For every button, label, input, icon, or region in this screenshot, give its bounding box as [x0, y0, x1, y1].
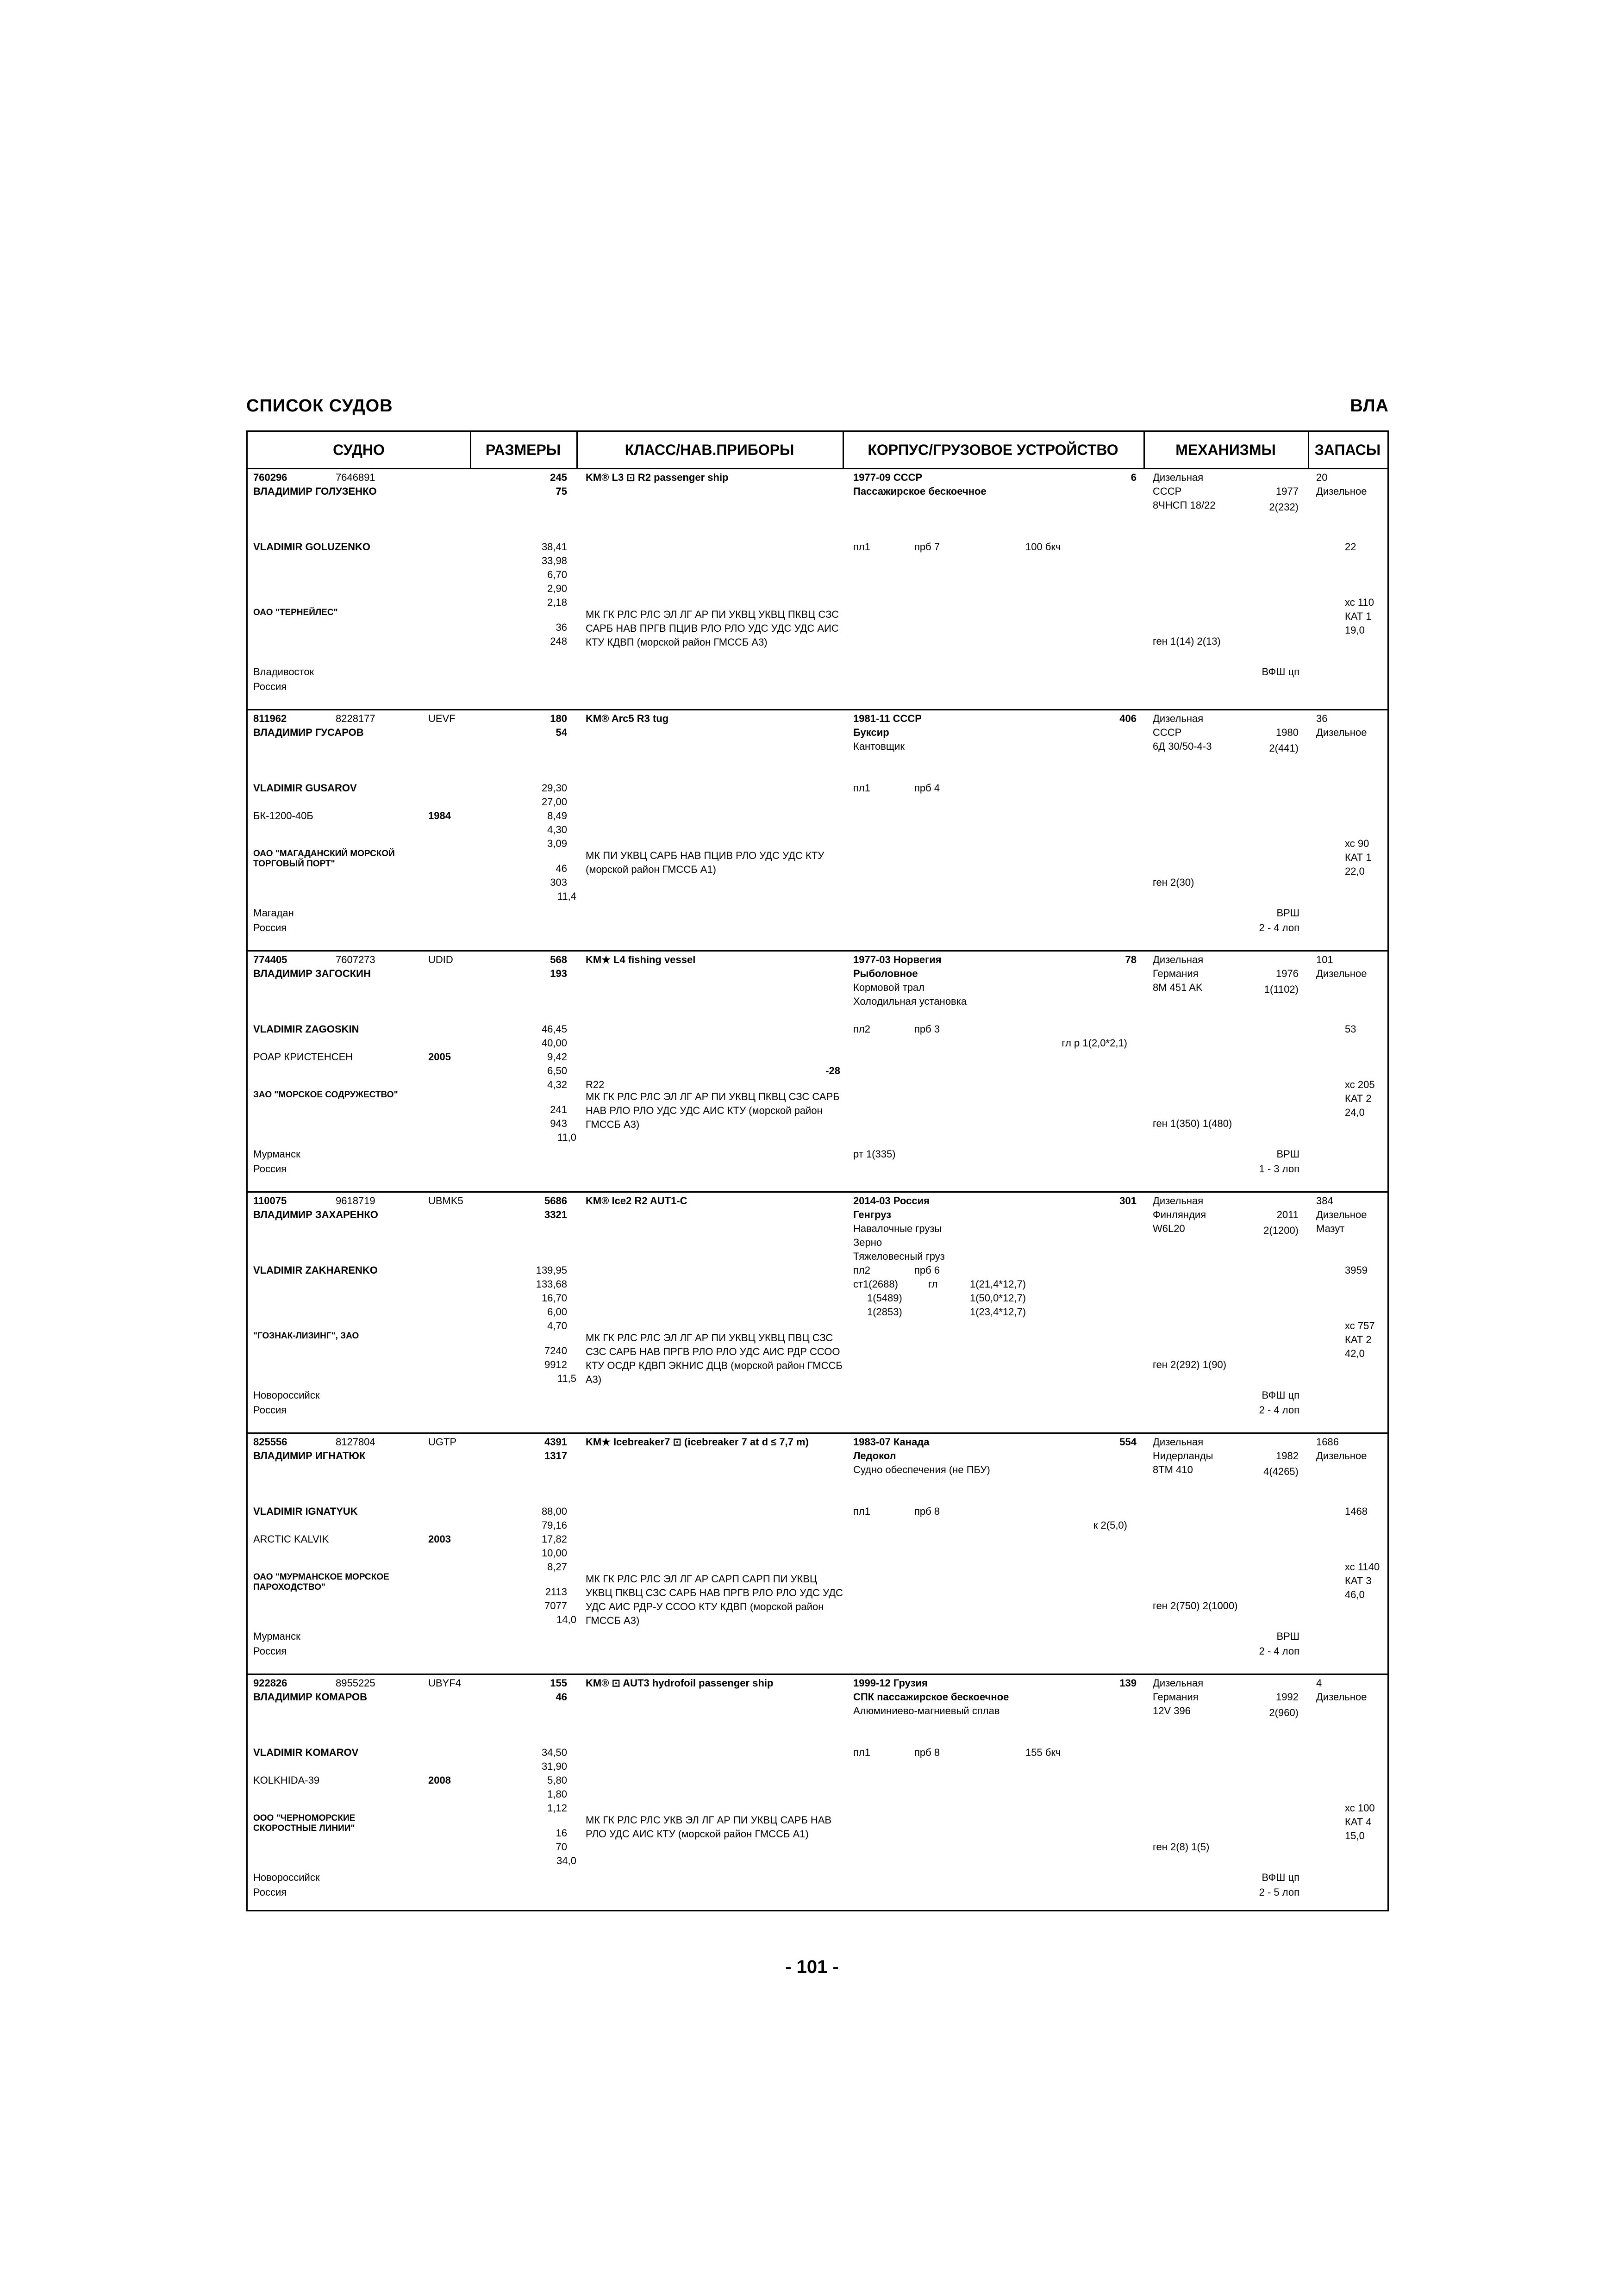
vessel-type: Рыболовное [853, 968, 918, 979]
displacement: 7077 [544, 1600, 567, 1612]
gross-tonnage: 3321 [544, 1209, 567, 1220]
crew-capacity: хс 90 [1345, 838, 1369, 849]
draught: 2,18 [547, 597, 567, 608]
gross-tonnage: 1317 [544, 1450, 567, 1462]
engine-power: 2(960) [1269, 1707, 1299, 1718]
bulkheads: прб 8 [914, 1747, 940, 1758]
class-extra: R22 [586, 1079, 605, 1090]
hull-number: 406 [1119, 713, 1137, 724]
record-divider [248, 1191, 1387, 1193]
category: КАТ 2 [1345, 1334, 1372, 1345]
propeller-blades: 1 - 3 лоп [1259, 1163, 1299, 1175]
build-date-country: 1981-11 СССР [853, 713, 922, 724]
generators: ген 2(30) [1153, 877, 1194, 888]
engine-year: 1982 [1276, 1450, 1299, 1462]
vessel-subtype: Алюминиево-магниевый сплав [853, 1705, 1000, 1717]
cargo-gear: гл р 1(2,0*2,1) [1062, 1037, 1127, 1049]
ship-name-en: VLADIMIR ZAGOSKIN [253, 1023, 359, 1035]
draught: 1,12 [547, 1802, 567, 1814]
crew-capacity: хс 757 [1345, 1320, 1375, 1332]
speed: 14,0 [556, 1614, 576, 1625]
depth: 4,30 [547, 824, 567, 835]
fuel-quantity: 36 [1316, 713, 1328, 724]
ship-name-en: VLADIMIR GOLUZENKO [253, 541, 370, 553]
build-date-country: 1977-09 СССР [853, 472, 923, 483]
home-port: Владивосток [253, 666, 314, 678]
autonomy: 46,0 [1345, 1589, 1365, 1600]
register-number: 922826 [253, 1677, 287, 1689]
propeller-blades: 2 - 4 лоп [1259, 1404, 1299, 1416]
bulkheads: прб 7 [914, 541, 940, 553]
vessel-subtype: Навалочные грузы [853, 1223, 942, 1234]
decks: пл1 [853, 541, 870, 553]
nav-equipment: МК ГК РЛС РЛС ЭЛ ЛГ АР ПИ УКВЦ УКВЦ ПКВЦ СЗС САРБ НАВ ПРГВ ПЦИВ РЛО РЛО УДС УДС УДС АИС КТУ КДВП (морской район ГМССБ А3) [586, 609, 839, 648]
capacity: 100 бкч [1025, 541, 1061, 553]
category: КАТ 3 [1345, 1575, 1372, 1587]
ice-temperature: -28 [825, 1065, 840, 1076]
ship-name-ru: ВЛАДИМИР ЗАГОСКИН [253, 968, 371, 979]
record-divider [248, 950, 1387, 952]
fuel-type: Дизельное [1316, 727, 1367, 738]
breadth: 5,80 [547, 1774, 567, 1786]
deadweight: 155 [550, 1677, 567, 1689]
engine-year: 1980 [1276, 727, 1299, 738]
hull-number: 301 [1119, 1195, 1137, 1207]
length-pp: 27,00 [541, 796, 567, 808]
vessel-subtype-2: Зерно [853, 1237, 882, 1248]
capacity: 155 бкч [1025, 1747, 1061, 1758]
ship-record [248, 1194, 1387, 1435]
column-header-stores: ЗАПАСЫ [1314, 442, 1381, 458]
hull-number: 139 [1119, 1677, 1137, 1689]
engine-year: 1992 [1276, 1691, 1299, 1703]
deadweight: 5686 [544, 1195, 567, 1207]
ship-name-en: VLADIMIR GUSAROV [253, 782, 357, 794]
ship-register-table [246, 430, 1389, 1911]
ship-owner: ОАО "ТЕРНЕЙЛЕС" [253, 608, 338, 617]
record-divider [248, 1674, 1387, 1675]
draught: 4,32 [547, 1079, 567, 1090]
imo-number: 9618719 [336, 1195, 375, 1207]
vessel-type: Генгруз [853, 1209, 892, 1220]
ship-name-en: VLADIMIR IGNATYUK [253, 1506, 358, 1517]
register-number: 760296 [253, 472, 287, 483]
fuel-type: Дизельное [1316, 1450, 1367, 1462]
breadth: 16,70 [541, 1292, 567, 1304]
propeller: ВРШ [1276, 1630, 1299, 1642]
fuel-quantity: 20 [1316, 472, 1328, 483]
fuel-type: Дизельное [1316, 1691, 1367, 1703]
column-divider [576, 432, 578, 468]
breadth: 6,70 [547, 569, 567, 580]
ship-record [248, 953, 1387, 1194]
column-header-dimensions: РАЗМЕРЫ [485, 442, 561, 458]
header-divider [248, 468, 1387, 469]
net-tonnage: 46 [556, 863, 567, 874]
ship-name-ru: ВЛАДИМИР КОМАРОВ [253, 1691, 368, 1703]
former-name: KOLKHIDA-39 [253, 1774, 320, 1786]
propeller: ВФШ цп [1262, 1389, 1299, 1401]
class-notation: KM® ⊡ AUT3 hydrofoil passenger ship [586, 1677, 774, 1689]
class-notation: KM® L3 ⊡ R2 passenger ship [586, 472, 729, 483]
propeller: ВФШ цп [1262, 1872, 1299, 1883]
column-divider [470, 432, 471, 468]
propeller: ВФШ цп [1262, 666, 1299, 678]
propeller: ВРШ [1276, 907, 1299, 919]
depth: 1,80 [547, 1788, 567, 1800]
class-notation: KM® Arc5 R3 tug [586, 713, 669, 724]
hatch-size: 1(21,4*12,7) [970, 1278, 1026, 1290]
engine-power: 4(4265) [1263, 1466, 1299, 1477]
home-port: Мурманск [253, 1148, 300, 1160]
column-header-class: КЛАСС/НАВ.ПРИБОРЫ [625, 442, 794, 458]
vessel-type: СПК пассажирское бескоечное [853, 1691, 1009, 1703]
crew-capacity: хс 100 [1345, 1802, 1375, 1814]
call-sign: UEVF [428, 713, 456, 724]
ship-owner: ООО "ЧЕРНОМОРСКИЕ СКОРОСТНЫЕ ЛИНИИ" [253, 1813, 356, 1833]
depth: 10,00 [541, 1547, 567, 1559]
fuel-type: Дизельное [1316, 1209, 1367, 1220]
flag-country: Россия [253, 1404, 287, 1416]
fuel-type: Дизельное [1316, 485, 1367, 497]
category: КАТ 1 [1345, 852, 1372, 863]
length-overall: 139,95 [536, 1264, 567, 1276]
deadweight: 180 [550, 713, 567, 724]
build-date-country: 1977-03 Норвегия [853, 954, 942, 965]
column-divider [1308, 432, 1309, 468]
hold-capacity: 1(5489) [867, 1292, 902, 1304]
length-overall: 88,00 [541, 1506, 567, 1517]
home-port: Мурманск [253, 1630, 300, 1642]
cargo-gear: к 2(5,0) [1093, 1519, 1127, 1531]
displacement: 943 [550, 1118, 567, 1129]
displacement: 70 [556, 1841, 567, 1853]
vessel-subtype: Кантовщик [853, 740, 905, 752]
refrigeration: рт 1(335) [853, 1148, 896, 1160]
bulkheads: прб 6 [914, 1264, 940, 1276]
fuel-quantity: 384 [1316, 1195, 1333, 1207]
crew-capacity: хс 110 [1345, 597, 1374, 608]
generators: ген 1(14) 2(13) [1153, 635, 1221, 647]
breadth: 8,49 [547, 810, 567, 821]
engine-country: Германия [1153, 968, 1199, 979]
engine-model: 8TM 410 [1153, 1464, 1193, 1475]
former-name-year: 2005 [428, 1051, 451, 1063]
ship-owner: "ГОЗНАК-ЛИЗИНГ", ЗАО [253, 1331, 359, 1341]
former-name-year: 2008 [428, 1774, 451, 1786]
depth: 6,00 [547, 1306, 567, 1318]
generators: ген 2(292) 1(90) [1153, 1359, 1227, 1370]
breadth: 9,42 [547, 1051, 567, 1063]
imo-number: 8955225 [336, 1677, 375, 1689]
former-name: ARCTIC KALVIK [253, 1533, 329, 1545]
displacement: 303 [550, 877, 567, 888]
autonomy: 22,0 [1345, 865, 1365, 877]
fresh-water: 22 [1345, 541, 1356, 553]
ship-name-ru: ВЛАДИМИР ГУСАРОВ [253, 727, 364, 738]
ship-record [248, 1676, 1387, 1917]
bulkheads: прб 3 [914, 1023, 940, 1035]
hold-capacity: 1(2853) [867, 1306, 902, 1318]
net-tonnage: 36 [556, 622, 567, 633]
engine-type: Дизельная [1153, 1677, 1204, 1689]
engine-type: Дизельная [1153, 713, 1204, 724]
draught: 3,09 [547, 838, 567, 849]
length-pp: 31,90 [541, 1761, 567, 1772]
crew-capacity: хс 1140 [1345, 1561, 1380, 1573]
flag-country: Россия [253, 1163, 287, 1175]
engine-power: 2(232) [1269, 501, 1299, 513]
register-number: 774405 [253, 954, 287, 965]
gross-tonnage: 75 [556, 485, 567, 497]
vessel-type: Ледокол [853, 1450, 896, 1462]
category: КАТ 2 [1345, 1093, 1372, 1104]
flag-country: Россия [253, 922, 287, 933]
page-header-section: ВЛА [1350, 396, 1389, 416]
net-tonnage: 7240 [544, 1345, 567, 1356]
bulkheads: прб 8 [914, 1506, 940, 1517]
engine-power: 1(1102) [1264, 983, 1299, 995]
category: КАТ 1 [1345, 610, 1372, 622]
former-name: РОАР КРИСТЕНСЕН [253, 1051, 353, 1063]
column-divider [843, 432, 844, 468]
length-pp: 40,00 [541, 1037, 567, 1049]
vessel-subtype: Судно обеспечения (не ПБУ) [853, 1464, 990, 1475]
engine-country: Германия [1153, 1691, 1199, 1703]
decks: пл1 [853, 782, 870, 794]
ship-record [248, 712, 1387, 953]
vessel-subtype-2: Холодильная установка [853, 996, 967, 1007]
ship-owner: ЗАО "МОРСКОЕ СОДРУЖЕСТВО" [253, 1090, 398, 1100]
engine-model: 8ЧНСП 18/22 [1153, 499, 1216, 511]
imo-number: 7646891 [336, 472, 375, 483]
hold-capacity: ст1(2688) [853, 1278, 898, 1290]
record-divider [248, 1432, 1387, 1434]
autonomy: 15,0 [1345, 1830, 1365, 1842]
engine-country: Нидерланды [1153, 1450, 1213, 1462]
ship-name-ru: ВЛАДИМИР ИГНАТЮК [253, 1450, 366, 1462]
page-header-title: СПИСОК СУДОВ [246, 396, 393, 416]
propeller-blades: 2 - 4 лоп [1259, 922, 1299, 933]
former-name-year: 1984 [428, 810, 451, 821]
ship-name-en: VLADIMIR KOMAROV [253, 1747, 359, 1758]
ship-name-ru: ВЛАДИМИР ГОЛУЗЕНКО [253, 485, 377, 497]
class-notation: KM★ Icebreaker7 ⊡ (icebreaker 7 at d ≤ 7,7 m) [586, 1436, 809, 1448]
ship-record [248, 1435, 1387, 1676]
register-number: 110075 [253, 1195, 287, 1207]
engine-model: 12V 396 [1153, 1705, 1191, 1717]
record-divider [248, 709, 1387, 710]
fuel-quantity: 1686 [1316, 1436, 1339, 1448]
speed: 11,4 [557, 890, 576, 902]
ship-owner: ОАО "МУРМАНСКОЕ МОРСКОЕ ПАРОХОДСТВО" [253, 1572, 389, 1592]
engine-model: 8M 451 AK [1153, 982, 1203, 993]
engine-model: W6L20 [1153, 1223, 1185, 1234]
displacement: 248 [550, 635, 567, 647]
propeller-blades: 2 - 5 лоп [1259, 1886, 1299, 1898]
column-header-engines: МЕХАНИЗМЫ [1175, 442, 1276, 458]
decks: пл2 [853, 1023, 870, 1035]
engine-year: 1977 [1276, 485, 1299, 497]
length-pp: 133,68 [536, 1278, 567, 1290]
propeller: ВРШ [1276, 1148, 1299, 1160]
vessel-type: Буксир [853, 727, 889, 738]
flag-country: Россия [253, 1886, 287, 1898]
engine-model: 6Д 30/50-4-3 [1153, 740, 1212, 752]
register-number: 811962 [253, 713, 287, 724]
length-overall: 34,50 [541, 1747, 567, 1758]
speed: 11,5 [557, 1373, 576, 1384]
displacement: 9912 [544, 1359, 567, 1370]
nav-equipment: МК ГК РЛС РЛС УКВ ЭЛ ЛГ АР ПИ УКВЦ САРБ НАВ РЛО УДС АИС КТУ (морской район ГМССБ А1) [586, 1814, 832, 1840]
imo-number: 8127804 [336, 1436, 375, 1448]
home-port: Магадан [253, 907, 294, 919]
engine-country: Финляндия [1153, 1209, 1206, 1220]
fuel-type: Дизельное [1316, 968, 1367, 979]
page-number: - 101 - [785, 1957, 839, 1977]
speed: 11,0 [557, 1132, 576, 1143]
build-date-country: 1999-12 Грузия [853, 1677, 928, 1689]
ship-name-ru: ВЛАДИМИР ЗАХАРЕНКО [253, 1209, 378, 1220]
engine-type: Дизельная [1153, 1436, 1204, 1448]
engine-type: Дизельная [1153, 1195, 1204, 1207]
fuel-type-2: Мазут [1316, 1223, 1345, 1234]
decks: пл1 [853, 1747, 870, 1758]
fresh-water: 3959 [1345, 1264, 1368, 1276]
flag-country: Россия [253, 681, 287, 692]
engine-year: 1976 [1276, 968, 1299, 979]
generators: ген 2(750) 2(1000) [1153, 1600, 1238, 1612]
gross-tonnage: 46 [556, 1691, 567, 1703]
column-divider [1143, 432, 1145, 468]
engine-country: СССР [1153, 485, 1182, 497]
column-header-hull: КОРПУС/ГРУЗОВОЕ УСТРОЙСТВО [868, 442, 1118, 458]
ship-name-en: VLADIMIR ZAKHARENKO [253, 1264, 378, 1276]
autonomy: 24,0 [1345, 1107, 1365, 1118]
column-header-vessel: СУДНО [333, 442, 385, 458]
fuel-quantity: 4 [1316, 1677, 1322, 1689]
call-sign: UBYF4 [428, 1677, 461, 1689]
hatch-size: 1(23,4*12,7) [970, 1306, 1026, 1318]
draught: 8,27 [547, 1561, 567, 1573]
generators: ген 2(8) 1(5) [1153, 1841, 1210, 1853]
hull-number: 554 [1119, 1436, 1137, 1448]
home-port: Новороссийск [253, 1872, 320, 1883]
crew-capacity: хс 205 [1345, 1079, 1375, 1090]
deadweight: 568 [550, 954, 567, 965]
deadweight: 245 [550, 472, 567, 483]
nav-equipment: МК ПИ УКВЦ САРБ НАВ ПЦИВ РЛО УДС УДС КТУ (морской район ГМССБ А1) [586, 850, 824, 875]
ship-record [248, 471, 1387, 712]
net-tonnage: 241 [550, 1104, 567, 1115]
generators: ген 1(350) 1(480) [1153, 1118, 1232, 1129]
call-sign: UDID [428, 954, 453, 965]
hull-number: 6 [1131, 472, 1137, 483]
speed: 34,0 [556, 1855, 576, 1867]
autonomy: 42,0 [1345, 1348, 1365, 1359]
fuel-quantity: 101 [1316, 954, 1333, 965]
gross-tonnage: 54 [556, 727, 567, 738]
vessel-subtype: Кормовой трал [853, 982, 925, 993]
length-overall: 46,45 [541, 1023, 567, 1035]
class-notation: KM★ L4 fishing vessel [586, 954, 696, 965]
fresh-water: 53 [1345, 1023, 1356, 1035]
flag-country: Россия [253, 1645, 287, 1657]
class-notation: KM® Ice2 R2 AUT1-C [586, 1195, 687, 1207]
category: КАТ 4 [1345, 1816, 1372, 1828]
build-date-country: 2014-03 Россия [853, 1195, 930, 1207]
net-tonnage: 2113 [545, 1586, 567, 1598]
hatch-size: 1(50,0*12,7) [970, 1292, 1026, 1304]
imo-number: 8228177 [336, 713, 375, 724]
engine-year: 2011 [1276, 1209, 1299, 1220]
draught: 4,70 [547, 1320, 567, 1332]
call-sign: UGTP [428, 1436, 457, 1448]
breadth: 17,82 [541, 1533, 567, 1545]
imo-number: 7607273 [336, 954, 375, 965]
hull-number: 78 [1125, 954, 1137, 965]
engine-type: Дизельная [1153, 954, 1204, 965]
engine-type: Дизельная [1153, 472, 1204, 483]
call-sign: UBMK5 [428, 1195, 463, 1207]
autonomy: 19,0 [1345, 624, 1365, 636]
vessel-type: Пассажирское бескоечное [853, 485, 987, 497]
propeller-blades: 2 - 4 лоп [1259, 1645, 1299, 1657]
length-pp: 79,16 [541, 1519, 567, 1531]
length-pp: 33,98 [541, 555, 567, 566]
length-overall: 38,41 [541, 541, 567, 553]
decks: пл1 [853, 1506, 870, 1517]
former-name-year: 2003 [428, 1533, 451, 1545]
hatch-label: гл [928, 1278, 938, 1290]
vessel-subtype-3: Тяжеловесный груз [853, 1251, 945, 1262]
ship-owner: ОАО "МАГАДАНСКИЙ МОРСКОЙ ТОРГОВЫЙ ПОРТ" [253, 849, 395, 869]
nav-equipment: МК ГК РЛС РЛС ЭЛ ЛГ АР ПИ УКВЦ УКВЦ ПВЦ СЗС СЗС САРБ НАВ ПРГВ РЛО РЛО УДС АИС РДР ССОО КТУ ОСДР КДВП ЭКНИС ДЦВ (морской район ГМССБ А3) [586, 1332, 843, 1385]
engine-power: 2(441) [1269, 742, 1299, 754]
engine-country: СССР [1153, 727, 1182, 738]
net-tonnage: 16 [556, 1827, 567, 1839]
decks: пл2 [853, 1264, 870, 1276]
nav-equipment: МК ГК РЛС РЛС ЭЛ ЛГ АР САРП САРП ПИ УКВЦ УКВЦ ПКВЦ СЗС САРБ НАВ ПРГВ РЛО РЛО УДС УДС УДС АИС РДР-У ССОО КТУ КДВП (морской район ГМССБ А3) [586, 1573, 843, 1626]
former-name: БК-1200-40Б [253, 810, 313, 821]
gross-tonnage: 193 [550, 968, 567, 979]
build-date-country: 1983-07 Канада [853, 1436, 930, 1448]
deadweight: 4391 [544, 1436, 567, 1448]
depth: 2,90 [547, 583, 567, 594]
nav-equipment: МК ГК РЛС РЛС ЭЛ ЛГ АР ПИ УКВЦ ПКВЦ СЗС САРБ НАВ РЛО РЛО УДС УДС АИС КТУ (морской район ГМССБ А3) [586, 1091, 840, 1130]
bulkheads: прб 4 [914, 782, 940, 794]
depth: 6,50 [547, 1065, 567, 1076]
engine-power: 2(1200) [1263, 1225, 1299, 1236]
length-overall: 29,30 [541, 782, 567, 794]
register-number: 825556 [253, 1436, 287, 1448]
home-port: Новороссийск [253, 1389, 320, 1401]
fresh-water: 1468 [1345, 1506, 1368, 1517]
